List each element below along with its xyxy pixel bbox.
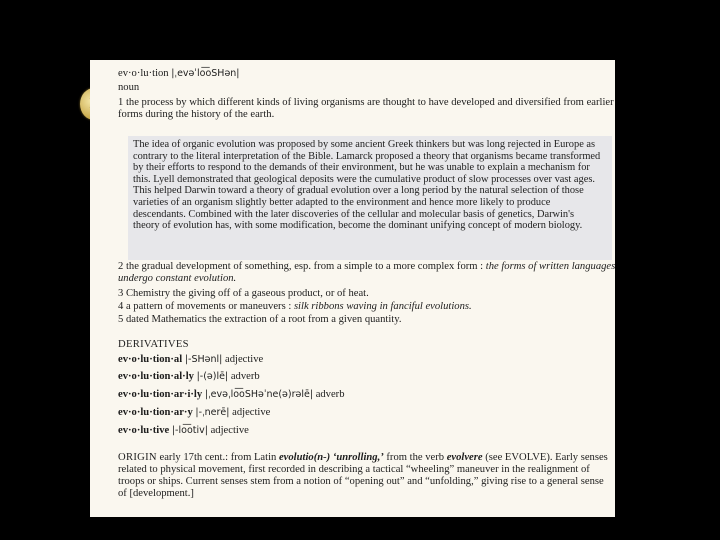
derivative-row xyxy=(118,371,260,383)
derivative-row xyxy=(118,389,345,401)
sense-3 xyxy=(118,288,369,300)
usage-note-text: The idea of organic evolution was proposed by some ancient Greek thinkers but was long rejected in Europe as contrary to the literal interpretation of the Bible. Lamarck proposed a theory that organisms became transformed by their efforts to respond to the demands of their environment, but he was unable to explain a mechanism for this. Lyell demonstrated that geological deposits were the cumulative product of slow processes over vast ages. This helped Darwin toward a theory of gradual evolution over a long period by the natural selection of those varieties of an organism slightly better adapted to the environment and hence more likely to produce descendants. Combined with the later discoveries of the cellular and molecular basis of genetics, Darwin's theory of evolution has, with some modification, become the dominant unifying concept of modern biology. xyxy=(133,139,601,232)
pronunciation: |ˌevəˈlo͞oSHən| xyxy=(171,68,240,79)
derivative-pos: adverb xyxy=(230,371,260,382)
origin-date: early 17th cent.: xyxy=(156,452,229,463)
sense-2-number: 2 xyxy=(118,261,124,272)
sense-2-text: the gradual development of something, esp. from a simple to a more complex form : xyxy=(125,261,486,272)
headword: ev·o·lu·tion xyxy=(118,68,169,79)
derivative-pos: adverb xyxy=(315,389,345,400)
derivative-pos: adjective xyxy=(225,354,264,365)
derivative-pos: adjective xyxy=(232,407,271,418)
origin-verb: evolvere xyxy=(446,452,483,463)
derivative-word: ev·o·lu·tion·al xyxy=(118,354,183,365)
derivative-word: ev·o·lu·tion·ar·y xyxy=(118,407,193,418)
sense-1 xyxy=(118,97,615,121)
origin-label: ORIGIN xyxy=(118,452,157,463)
derivative-row xyxy=(118,425,249,437)
sense-4-example: silk ribbons waving in fanciful evolutions. xyxy=(293,301,472,312)
sense-1-number: 1 xyxy=(118,97,124,108)
sense-5 xyxy=(118,314,402,326)
derivatives-heading: DERIVATIVES xyxy=(118,339,189,350)
derivative-pos: adjective xyxy=(210,425,249,436)
sense-1-text: the process by which different kinds of living organisms are thought to have developed and diversified from earlier forms during the history of the earth. xyxy=(118,97,614,120)
derivative-word: ev·o·lu·tive xyxy=(118,425,170,436)
derivative-pron: |-lo͞otiv| xyxy=(171,425,208,436)
derivative-pron: |-(ə)lē| xyxy=(196,371,229,382)
origin-rest2: (see EVOLVE). Early senses related to physical movement, first recorded in describing a tactical “wheeling” maneuver in the realignment of troops or ships. Current senses stem from a notion of “opening out” and “unfolding,” giving rise to a general sense of [development.] xyxy=(118,452,608,499)
origin-gloss: ‘unrolling,’ xyxy=(330,452,384,463)
derivative-word: ev·o·lu·tion·ar·i·ly xyxy=(118,389,203,400)
derivative-word: ev·o·lu·tion·al·ly xyxy=(118,371,194,382)
origin-section xyxy=(118,452,613,500)
usage-note-box xyxy=(128,136,612,260)
sense-4-text: a pattern of movements or maneuvers : xyxy=(125,301,294,312)
derivative-row xyxy=(118,407,270,419)
derivative-pron: |-ˌnerē| xyxy=(195,407,230,418)
entry-header xyxy=(118,68,240,80)
derivative-pron: |ˌevəˌlo͞oSHəˈne(ə)rəlē| xyxy=(204,389,314,400)
sense-5-number: 5 xyxy=(118,314,124,325)
derivative-pron: |-SHənl| xyxy=(184,354,223,365)
sense-3-number: 3 xyxy=(118,288,124,299)
sense-2-example: the forms of written languages undergo constant evolution. xyxy=(118,261,615,284)
origin-rest: from the verb xyxy=(383,452,447,463)
sense-5-text: dated Mathematics the extraction of a root from a given quantity. xyxy=(125,314,402,325)
sense-4 xyxy=(118,301,472,313)
sense-2 xyxy=(118,261,615,285)
derivative-row xyxy=(118,354,263,366)
origin-latin: evolutio(n-) xyxy=(278,452,331,463)
part-of-speech: noun xyxy=(118,82,140,93)
sense-3-text: Chemistry the giving off of a gaseous product, or of heat. xyxy=(125,288,369,299)
sense-4-number: 4 xyxy=(118,301,124,312)
dictionary-page xyxy=(90,60,615,517)
origin-text: from Latin xyxy=(228,452,279,463)
